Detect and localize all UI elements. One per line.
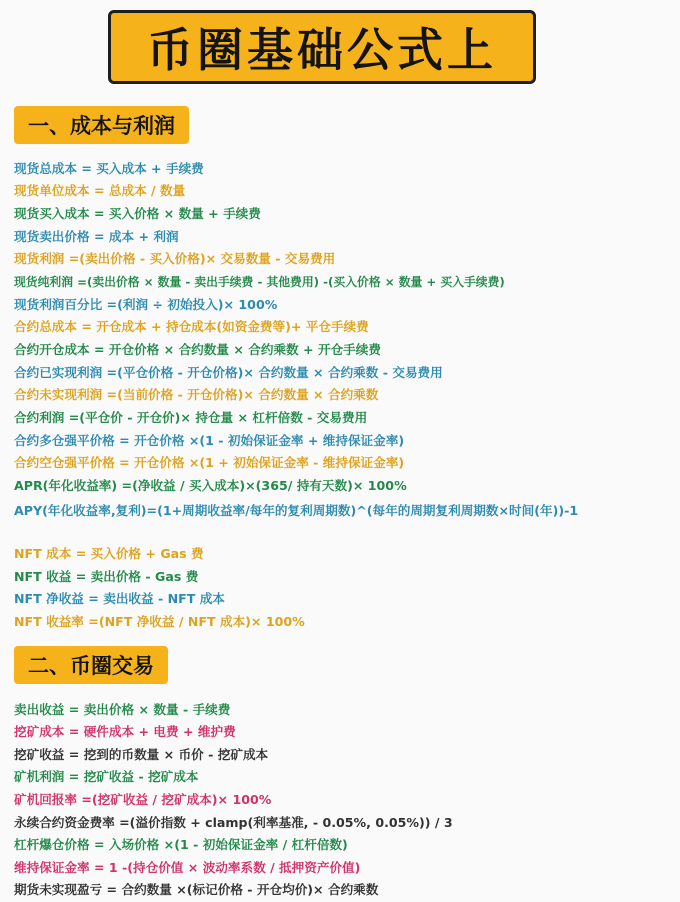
formula-line: 现货买入成本 = 买入价格 × 数量 + 手续费 (14, 206, 261, 221)
formula-line: 现货利润百分比 =(利润 ÷ 初始投入)× 100% (14, 297, 278, 312)
formula-line: 现货单位成本 = 总成本 / 数量 (14, 183, 186, 198)
formula-line: 卖出收益 = 卖出价格 × 数量 - 手续费 (14, 702, 231, 717)
formula-line: 矿机利润 = 挖矿收益 - 挖矿成本 (14, 769, 199, 784)
formula-line: 挖矿成本 = 硬件成本 + 电费 + 维护费 (14, 724, 236, 739)
formula-line: 维持保证金率 = 1 -(持仓价值 × 波动率系数 / 抵押资产价值) (14, 860, 361, 875)
formula-line: NFT 成本 = 买入价格 + Gas 费 (14, 546, 204, 561)
formula-line: 挖矿收益 = 挖到的币数量 × 币价 - 挖矿成本 (14, 747, 269, 762)
formula-line: 杠杆爆仓价格 = 入场价格 ×(1 - 初始保证金率 / 杠杆倍数) (14, 837, 348, 852)
formula-line: 合约多仓强平价格 = 开仓价格 ×(1 - 初始保证金率 + 维持保证金率) (14, 433, 405, 448)
formula-line: 永续合约资金费率 =(溢价指数 + clamp(利率基准, - 0.05%, 0.05%)) / 3 (14, 815, 453, 830)
formula-line: 现货总成本 = 买入成本 + 手续费 (14, 161, 204, 176)
formula-line: APY(年化收益率,复利)=(1+周期收益率/每年的复利周期数)^(每年的周期复利周期数×时间(年))-1 (14, 503, 579, 518)
formula-line: 合约利润 =(平仓价 - 开仓价)× 持仓量 × 杠杆倍数 - 交易费用 (14, 410, 368, 425)
formula-line: 期货未实现盈亏 = 合约数量 ×(标记价格 - 开仓均价)× 合约乘数 (14, 882, 379, 897)
formula-line: 合约未实现利润 =(当前价格 - 开仓价格)× 合约数量 × 合约乘数 (14, 387, 379, 402)
formula-line: NFT 收益率 =(NFT 净收益 / NFT 成本)× 100% (14, 614, 305, 629)
formula-line: NFT 净收益 = 卖出收益 - NFT 成本 (14, 591, 225, 606)
formula-line: 现货纯利润 =(卖出价格 × 数量 - 卖出手续费 - 其他费用) -(买入价格 × 数量 + 买入手续费) (14, 275, 505, 289)
formula-line: 现货卖出价格 = 成本 + 利润 (14, 229, 179, 244)
formula-line: 合约空仓强平价格 = 开仓价格 ×(1 + 初始保证金率 - 维持保证金率) (14, 455, 405, 470)
section-heading-crypto-trading: 二、币圈交易 (14, 646, 168, 684)
formula-line: APR(年化收益率) =(净收益 / 买入成本)×(365/ 持有天数)× 100% (14, 478, 407, 493)
formula-line: 合约总成本 = 开仓成本 + 持仓成本(如资金费等)+ 平仓手续费 (14, 319, 369, 334)
formula-line: 合约开仓成本 = 开仓价格 × 合约数量 × 合约乘数 + 开仓手续费 (14, 342, 381, 357)
formula-line: 现货利润 =(卖出价格 - 买入价格)× 交易数量 - 交易费用 (14, 251, 336, 266)
formula-line: 矿机回报率 =(挖矿收益 / 挖矿成本)× 100% (14, 792, 272, 807)
formula-line: NFT 收益 = 卖出价格 - Gas 费 (14, 569, 199, 584)
section-heading-cost-profit: 一、成本与利润 (14, 106, 189, 144)
page-title: 币圈基础公式上 (108, 10, 536, 84)
formula-line: 合约已实现利润 =(平仓价格 - 开仓价格)× 合约数量 × 合约乘数 - 交易费用 (14, 365, 443, 380)
